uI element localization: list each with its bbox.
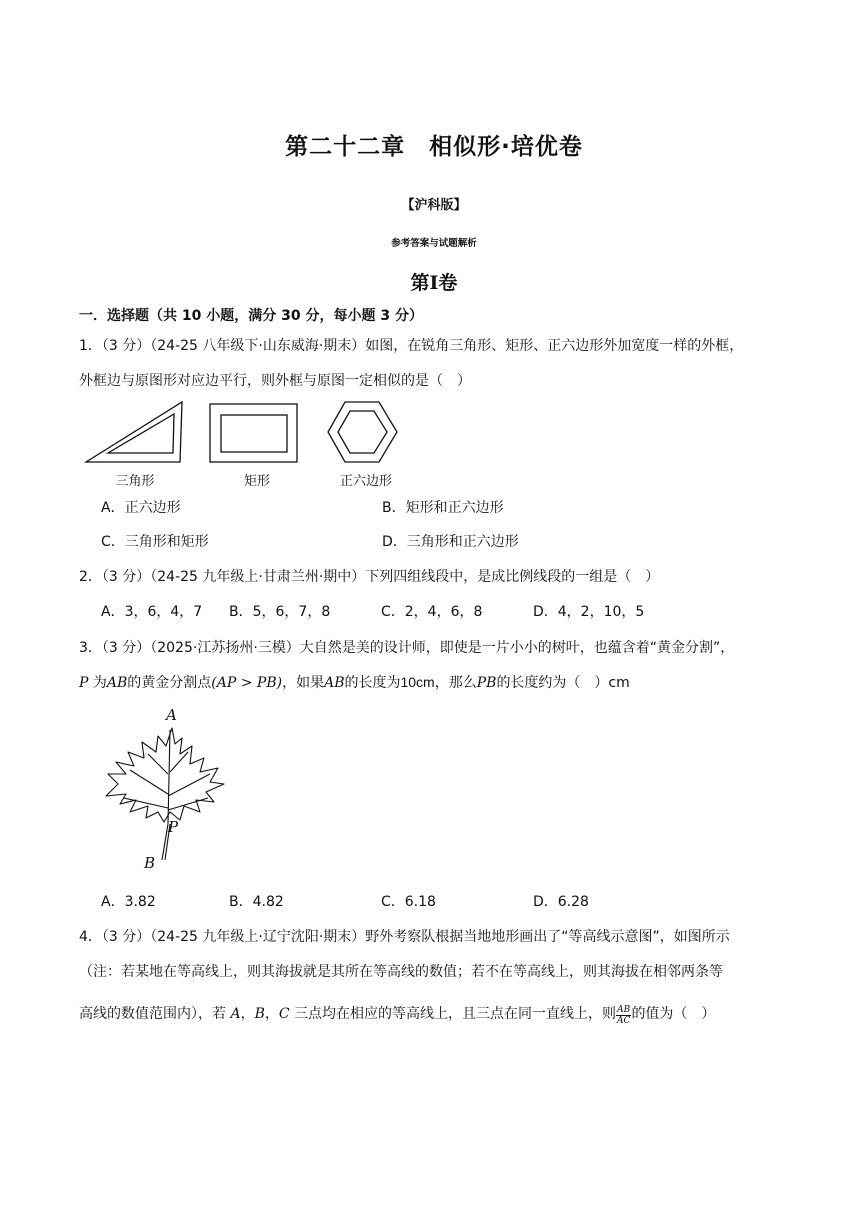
q2-text-line1: 2．（3 分）（24-25 九年级上·甘肃兰州·期中）下列四组线段中，是成比例线段的一组是（ ） <box>79 569 660 585</box>
section-heading: 一．选择题（共 10 小题，满分 30 分，每小题 3 分） <box>79 308 423 324</box>
leaf-label-a: A <box>166 706 177 724</box>
q1-fig-label-rectangle: 矩形 <box>243 474 270 489</box>
leaf-label-p: P <box>168 818 179 836</box>
q1-option-d[interactable]: D．三角形和正六边形 <box>382 534 519 550</box>
q3-option-b[interactable]: B．4.82 <box>229 894 284 910</box>
q3-text-line2: P 为AB的黄金分割点(AP > PB)，如果AB的长度为10cm，那么PB的长度约为（ ）cm <box>79 674 630 691</box>
q1-figure <box>82 398 402 470</box>
leaf-label-b: B <box>144 854 156 872</box>
q1-fig-label-hexagon: 正六边形 <box>339 474 392 489</box>
point-b: B <box>254 1006 265 1022</box>
subtitle: 参考答案与试题解析 <box>391 238 477 249</box>
maple-leaf-figure <box>100 724 230 870</box>
q2-option-c[interactable]: C．2，4，6，8 <box>381 604 483 620</box>
q1-option-b[interactable]: B．矩形和正六边形 <box>382 500 504 516</box>
q4-text-line2: （注：若某地在等高线上，则其海拔就是其所在等高线的数值；若不在等高线上，则其海拔在相邻两条等 <box>79 964 723 980</box>
rectangle-figure <box>210 404 297 462</box>
point-a: A <box>230 1006 241 1022</box>
seg-pb: PB <box>476 675 497 691</box>
q1-option-a[interactable]: A．正六边形 <box>101 500 181 516</box>
page-title: 第二十二章 相似形·培优卷 <box>285 134 583 160</box>
triangle-figure <box>86 402 182 462</box>
q1-text-line1: 1．（3 分）（24-25 八年级下·山东威海·期末）如图，在锐角三角形、矩形、正六边形外加宽度一样的外框， <box>79 338 744 354</box>
q4-text-line1: 4．（3 分）（24-25 九年级上·辽宁沈阳·期末）野外考察队根据当地地形画出了“等高线示意图”，如图所示 <box>79 929 730 945</box>
seg-ab: AB <box>106 675 128 691</box>
q1-option-c[interactable]: C．三角形和矩形 <box>101 534 209 550</box>
length-value: 10cm <box>400 674 435 690</box>
q1-fig-label-triangle: 三角形 <box>115 474 155 489</box>
seg-ab-2: AB <box>324 675 345 691</box>
hexagon-figure <box>328 402 397 462</box>
edition-label: 【沪科版】 <box>401 198 467 213</box>
q2-option-d[interactable]: D．4，2，10，5 <box>533 604 645 620</box>
condition: (AP > PB) <box>211 675 283 691</box>
q4-text-line3: 高线的数值范围内），若 A，B，C 三点均在相应的等高线上，且三点在同一直线上，则 $\frac{AB}{AC}$ 的值为（ ） <box>79 1004 716 1026</box>
q3-option-d[interactable]: D．6.28 <box>533 894 589 910</box>
q3-text-line1: 3．（3 分）（2025·江苏扬州·三模）大自然是美的设计师，即使是一片小小的树叶，也蕴含着“黄金分割”， <box>79 640 735 656</box>
q1-text-line2: 外框边与原图形对应边平行，则外框与原图一定相似的是（ ） <box>79 373 471 389</box>
q2-option-b[interactable]: B．5，6，7，8 <box>229 604 331 620</box>
q3-option-a[interactable]: A．3.82 <box>101 894 156 910</box>
volume-heading: 第Ⅰ卷 <box>410 272 458 294</box>
point-c: C <box>278 1006 290 1022</box>
q3-option-c[interactable]: C．6.18 <box>381 894 436 910</box>
var-p: P <box>79 675 89 691</box>
q2-option-a[interactable]: A．3，6，4，7 <box>101 604 203 620</box>
ratio-fraction: $\frac{AB}{AC}$ <box>617 1004 631 1026</box>
